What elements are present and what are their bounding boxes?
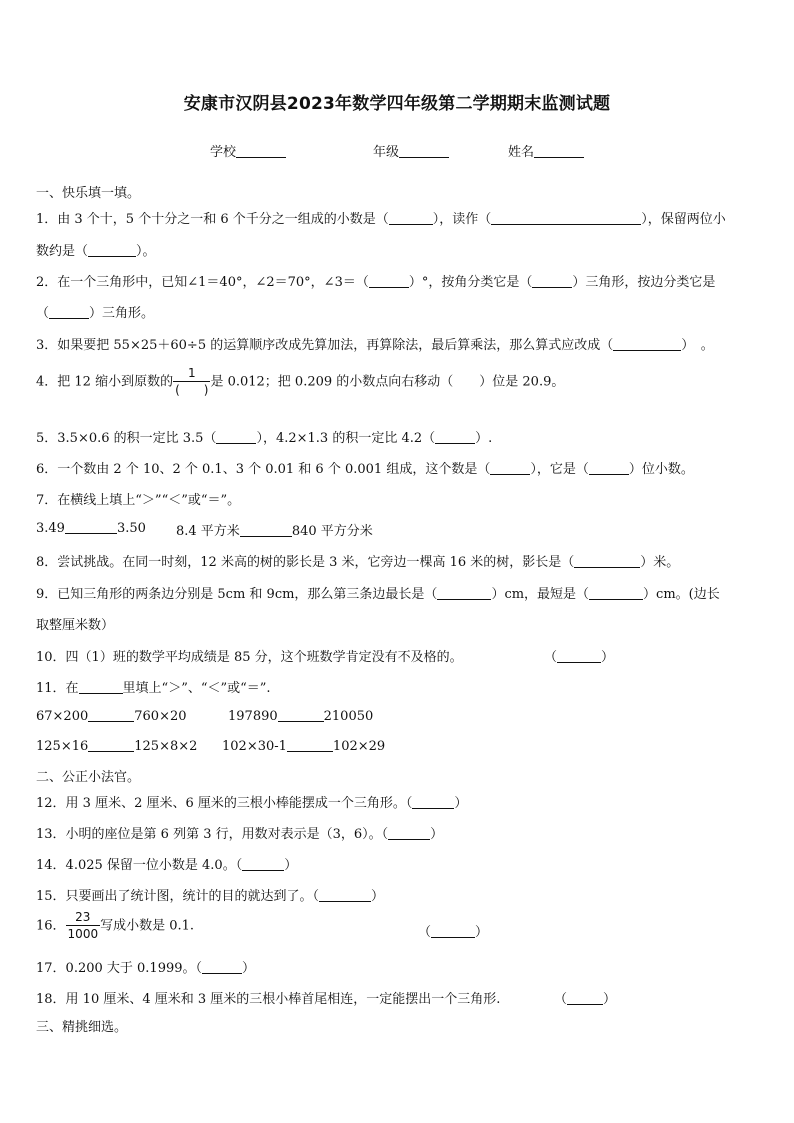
question-text: ）位小数。 — [628, 462, 694, 477]
fraction-denominator: 1000 — [67, 927, 99, 941]
compare-left: 125×16 — [36, 739, 89, 754]
compare-right: 102×29 — [332, 739, 386, 754]
judgement-answer — [544, 646, 614, 665]
question-text: 6．一个数由 2 个 10、2 个 0.1、3 个 0.01 和 6 个 0.001 组成，这个数是（ — [36, 462, 491, 477]
question-11-item-3 — [36, 738, 197, 754]
question-14 — [36, 854, 297, 873]
question-text: ），4.2×1.3 的积一定比 4.2（ — [256, 431, 436, 446]
paren: ） — [371, 889, 385, 904]
question-4 — [36, 366, 564, 398]
question-text: ），它是（ — [530, 462, 589, 477]
question-12 — [36, 792, 467, 811]
compare-left: 102×30-1 — [222, 739, 287, 754]
question-9-cont: 取整厘米数） — [36, 618, 115, 633]
paren: ） — [454, 796, 468, 811]
question-text: （ — [36, 306, 50, 321]
compare-left: 197890 — [228, 709, 278, 724]
answer-blank[interactable] — [613, 337, 681, 351]
question-9 — [36, 583, 720, 602]
question-text: 17．0.200 大于 0.1999。（ — [36, 961, 203, 976]
answer-blank[interactable] — [589, 586, 643, 600]
answer-blank[interactable] — [79, 680, 123, 694]
question-15 — [36, 885, 384, 904]
paren: （ — [554, 992, 568, 1007]
compare-blank[interactable] — [278, 708, 324, 722]
section-heading-3: 三、精挑细选。 — [36, 1020, 128, 1035]
compare-right: 3.50 — [116, 521, 146, 536]
grade-label: 年级 — [373, 145, 400, 160]
answer-blank[interactable] — [557, 649, 601, 663]
answer-blank[interactable] — [388, 826, 430, 840]
answer-blank[interactable] — [567, 991, 603, 1005]
question-text: 数约是（ — [36, 244, 89, 259]
judgement-answer — [418, 921, 488, 940]
answer-blank[interactable] — [589, 461, 629, 475]
question-2-cont — [36, 302, 154, 321]
name-field — [508, 141, 584, 160]
question-text: ），保留两位小 — [641, 212, 726, 227]
question-5 — [36, 427, 492, 446]
answer-blank[interactable] — [49, 305, 89, 319]
answer-blank[interactable] — [216, 430, 256, 444]
question-7: 7．在横线上填上“＞”“＜”或“＝”。 — [36, 493, 241, 508]
paren: ） — [601, 650, 615, 665]
question-text: 5．3.5×0.6 的积一定比 3.5（ — [36, 431, 217, 446]
compare-blank[interactable] — [65, 520, 117, 534]
question-17 — [36, 957, 255, 976]
question-13 — [36, 823, 443, 842]
question-text: 13．小明的座位是第 6 列第 3 行，用数对表示是（3，6）。（ — [36, 827, 389, 842]
compare-right: 760×20 — [134, 709, 187, 724]
question-text: 11．在 — [36, 681, 79, 696]
answer-blank[interactable] — [319, 888, 371, 902]
answer-blank[interactable] — [491, 211, 641, 225]
answer-blank[interactable] — [431, 924, 475, 938]
question-18: 18．用 10 厘米、4 厘米和 3 厘米的三根小棒首尾相连，一定能摆出一个三角形. — [36, 992, 501, 1007]
school-label: 学校 — [210, 145, 237, 160]
school-field — [210, 141, 286, 160]
answer-blank[interactable] — [389, 211, 433, 225]
fraction-numerator: 23 — [75, 910, 91, 924]
question-6 — [36, 458, 694, 477]
question-text: ）。 — [136, 244, 156, 259]
answer-blank[interactable] — [532, 274, 572, 288]
compare-blank[interactable] — [88, 708, 134, 722]
page-title: 安康市汉阴县2023年数学四年级第二学期期末监测试题 — [183, 94, 611, 114]
grade-blank[interactable] — [399, 144, 449, 158]
paren: ） — [430, 827, 444, 842]
fraction-numerator: 1 — [187, 366, 196, 380]
name-blank[interactable] — [534, 144, 584, 158]
question-10: 10．四（1）班的数学平均成绩是 85 分，这个班数学肯定没有不及格的。 — [36, 650, 463, 665]
fraction-denominator[interactable]: ( ) — [175, 383, 209, 397]
question-text: 4．把 12 缩小到原数的 — [36, 374, 174, 390]
question-text: 3．如果要把 55×25＋60÷5 的运算顺序改成先算加法，再算除法，最后算乘法，那么算式应改成（ — [36, 338, 614, 353]
question-1-cont — [36, 240, 156, 259]
question-text: ）三角形，按边分类它是 — [572, 275, 716, 290]
question-text: 8．尝试挑战。在同一时刻，12 米高的树的影长是 3 米，它旁边一棵高 16 米的树，影长是（ — [36, 555, 575, 570]
compare-right: 125×8×2 — [134, 739, 198, 754]
compare-right: 210050 — [323, 709, 374, 724]
question-11-item-1 — [36, 708, 187, 724]
compare-left: 3.49 — [36, 521, 65, 536]
paren: ） — [242, 961, 256, 976]
question-7-item-2 — [176, 520, 373, 539]
compare-left: 67×200 — [36, 709, 89, 724]
question-3 — [36, 334, 714, 353]
question-1 — [36, 208, 726, 227]
question-text: 写成小数是 0.1. — [100, 918, 195, 934]
question-8 — [36, 551, 679, 570]
paren: ） — [603, 992, 617, 1007]
answer-blank[interactable] — [412, 795, 454, 809]
compare-blank[interactable] — [240, 523, 292, 537]
judgement-answer — [554, 988, 616, 1007]
question-text: 14．4.025 保留一位小数是 4.0。（ — [36, 858, 243, 873]
compare-blank[interactable] — [287, 738, 333, 752]
question-text: 里填上“＞”、“＜”或“＝”. — [122, 681, 271, 696]
section-heading-2: 二、公正小法官。 — [36, 770, 141, 785]
question-text: ）cm。(边长 — [643, 587, 720, 602]
answer-blank[interactable] — [88, 243, 136, 257]
name-label: 姓名 — [508, 145, 535, 160]
question-text: ），读作（ — [432, 212, 492, 227]
fraction-23-over-1000 — [66, 910, 101, 942]
compare-left: 8.4 平方米 — [176, 524, 240, 539]
answer-blank[interactable] — [369, 274, 409, 288]
fraction-one-over-blank — [173, 366, 210, 398]
paren: ） — [475, 925, 489, 940]
compare-right: 840 平方分米 — [291, 524, 373, 539]
paren: （ — [544, 650, 558, 665]
question-text: 2．在一个三角形中，已知∠1＝40°，∠2＝70°，∠3＝（ — [36, 275, 369, 290]
paren: （ — [418, 925, 432, 940]
question-2 — [36, 271, 715, 290]
grade-field — [373, 141, 449, 160]
question-text: 9．已知三角形的两条边分别是 5cm 和 9cm，那么第三条边最长是（ — [36, 587, 438, 602]
question-text: 15．只要画出了统计图，统计的目的就达到了。（ — [36, 889, 320, 904]
answer-blank[interactable] — [435, 430, 475, 444]
question-16 — [36, 910, 194, 942]
section-heading-1: 一、快乐填一填。 — [36, 186, 141, 201]
question-11-item-4 — [222, 738, 385, 754]
question-text: ）三角形。 — [89, 306, 155, 321]
answer-blank[interactable] — [574, 554, 640, 568]
question-text: ）. — [475, 431, 493, 446]
compare-blank[interactable] — [88, 738, 134, 752]
paren: ） — [284, 858, 298, 873]
answer-blank[interactable] — [437, 586, 491, 600]
answer-blank[interactable] — [242, 857, 284, 871]
question-text: 是 0.012；把 0.209 的小数点向右移动（ ）位是 20.9。 — [210, 374, 565, 390]
question-11-item-2 — [228, 708, 373, 724]
school-blank[interactable] — [236, 144, 286, 158]
question-text: ）°，按角分类它是（ — [408, 275, 533, 290]
question-text: ） 。 — [681, 338, 714, 353]
question-text: ）cm，最短是（ — [491, 587, 590, 602]
question-text: ）米。 — [640, 555, 680, 570]
answer-blank[interactable] — [202, 960, 242, 974]
question-11 — [36, 677, 271, 696]
question-text: 12．用 3 厘米、2 厘米、6 厘米的三根小棒能摆成一个三角形。（ — [36, 796, 413, 811]
question-text: 16． — [36, 918, 66, 934]
answer-blank[interactable] — [490, 461, 530, 475]
question-7-item-1 — [36, 520, 146, 536]
question-text: 1．由 3 个十，5 个十分之一和 6 个千分之一组成的小数是（ — [36, 212, 389, 227]
